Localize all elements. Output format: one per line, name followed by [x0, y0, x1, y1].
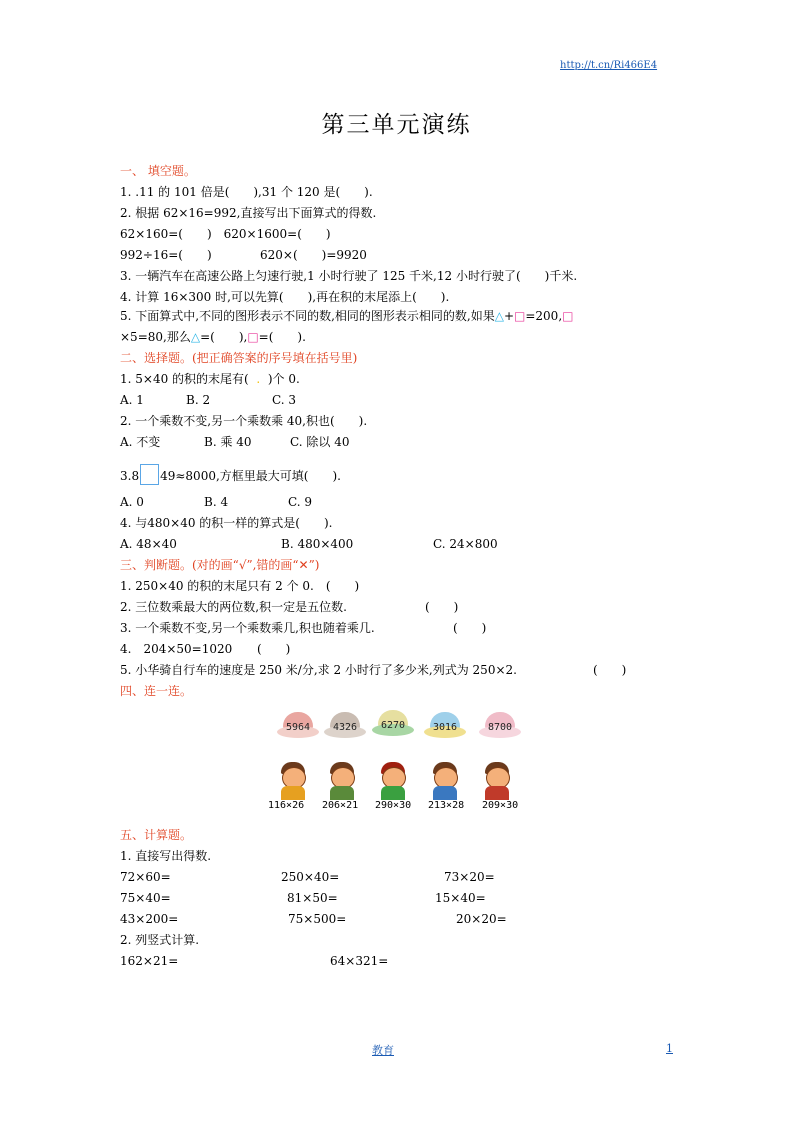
calc-1-2: 250×40= [281, 870, 340, 884]
calc-3-3: 20×20= [456, 912, 507, 926]
question-2-3 [120, 464, 341, 485]
section-heading-multiple-choice: 二、选择题。(把正确答案的序号填在括号里) [120, 351, 358, 365]
square-symbol-2: □ [562, 309, 574, 323]
option-2-4-b: B. 480×400 [281, 537, 354, 551]
section-heading-true-false: 三、判断题。(对的画“√”,错的画“✕”) [120, 558, 320, 572]
calc-1-3: 73×20= [444, 870, 495, 884]
calc-part-1-title: 1. 直接写出得数. [120, 849, 212, 863]
triangle-symbol: △ [494, 309, 504, 323]
calc-2-1: 75×40= [120, 891, 171, 905]
hat-5-number: 8700 [487, 722, 513, 733]
equals-200: =200, [525, 309, 563, 323]
q2-1-text: 1. 5×40 的积的末尾有( [120, 372, 249, 386]
kid-2 [327, 762, 357, 800]
question-1-4: 4. 计算 16×300 时,可以先算( ),再在积的末尾添上( ). [120, 290, 450, 304]
question-3-3: 3. 一个乘数不变,另一个乘数乘几,积也随着乘几. [120, 621, 375, 635]
kid-5-expression: 209×30 [482, 800, 519, 811]
answer-bracket-3-4: ( ) [257, 642, 291, 656]
hat-3-number: 6270 [380, 720, 406, 731]
header-link[interactable]: http://t.cn/Ri466E4 [560, 60, 658, 71]
q2-3-text-2: 49≈8000,方框里最大可填( ). [160, 469, 341, 483]
option-2-1-a: A. 1 [120, 393, 144, 407]
hat-1-number: 5964 [285, 722, 311, 733]
kid-4-expression: 213×28 [428, 800, 465, 811]
kid-1 [278, 762, 308, 800]
page-title: 第三单元演练 [321, 112, 472, 138]
answer-bracket-3-5: ( ) [593, 663, 627, 677]
question-1-2: 2. 根据 62×16=992,直接写出下面算式的得数. [120, 206, 377, 220]
kid-5 [482, 762, 512, 800]
hat-3 [372, 710, 414, 744]
hat-1 [277, 712, 319, 746]
option-2-2-c: C. 除以 40 [290, 435, 350, 449]
question-1-3: 3. 一辆汽车在高速公路上匀速行驶,1 小时行驶了 125 千米,12 小时行驶了( )千米. [120, 269, 578, 283]
footer-link[interactable]: 教育 [372, 1044, 394, 1057]
kid-3 [378, 762, 408, 800]
question-2-2: 2. 一个乘数不变,另一个乘数乘 40,积也( ). [120, 414, 368, 428]
hat-4-number: 3016 [432, 722, 458, 733]
q2-1-text-2: )个 0. [267, 372, 300, 386]
q5-text: 5. 下面算式中,不同的图形表示不同的数,相同的图形表示相同的数,如果 [120, 309, 495, 323]
hat-4 [424, 712, 466, 746]
question-3-4: 4. 204×50=1020 [120, 642, 233, 656]
hat-2 [324, 712, 366, 746]
q5-blank-1: =( ), [200, 330, 248, 344]
option-2-4-a: A. 48×40 [120, 537, 177, 551]
option-2-1-c: C. 3 [272, 393, 297, 407]
hat-5 [479, 712, 521, 746]
option-2-3-c: C. 9 [288, 495, 313, 509]
question-3-2: 2. 三位数乘最大的两位数,积一定是五位数. [120, 600, 347, 614]
vertical-calc-1: 162×21= [120, 954, 179, 968]
question-1-1: 1. .11 的 101 倍是( ),31 个 120 是( ). [120, 185, 373, 199]
question-1-2a: 62×160=( ) 620×1600=( ) [120, 227, 331, 241]
section-heading-fill-blanks: 一、 填空题。 [120, 164, 196, 178]
triangle-symbol-3: △ [190, 330, 201, 344]
option-2-2-a: A. 不变 [120, 435, 161, 449]
question-1-2b1: 992÷16=( ) [120, 248, 212, 262]
q5-blank-2: =( ). [258, 330, 306, 344]
kid-4 [430, 762, 460, 800]
option-2-4-c: C. 24×800 [433, 537, 498, 551]
vertical-calc-2: 64×321= [330, 954, 389, 968]
calc-2-3: 15×40= [435, 891, 486, 905]
hat-2-number: 4326 [332, 722, 358, 733]
square-symbol-3: □ [247, 330, 259, 344]
question-2-4: 4. 与480×40 的积一样的算式是( ). [120, 516, 333, 530]
plus-symbol: + [503, 309, 515, 323]
question-3-5: 5. 小华骑自行车的速度是 250 米/分,求 2 小时行了多少米,列式为 250×2. [120, 663, 517, 677]
option-2-2-b: B. 乘 40 [204, 435, 252, 449]
calc-part-2-title: 2. 列竖式计算. [120, 933, 200, 947]
section-heading-matching: 四、连一连。 [120, 684, 193, 698]
calc-2-2: 81×50= [287, 891, 338, 905]
answer-bracket-3-3: ( ) [453, 621, 487, 635]
option-2-3-a: A. 0 [120, 495, 144, 509]
calc-1-1: 72×60= [120, 870, 171, 884]
question-1-5-line2 [120, 329, 306, 345]
q2-3-text: 3.8 [120, 469, 140, 483]
kid-1-expression: 116×26 [268, 800, 305, 811]
option-2-1-b: B. 2 [186, 393, 211, 407]
question-1-2b2: 620×( )=9920 [260, 248, 367, 262]
question-1-5-line1 [120, 308, 573, 324]
question-3-1: 1. 250×40 的积的末尾只有 2 个 0. ( ) [120, 579, 360, 593]
calc-3-2: 75×500= [288, 912, 347, 926]
calc-3-1: 43×200= [120, 912, 179, 926]
q5-text-2: ×5=80,那么 [120, 330, 191, 344]
digit-box [140, 464, 159, 485]
answer-bracket-3-2: ( ) [425, 600, 459, 614]
square-symbol: □ [514, 309, 526, 323]
section-heading-calculation: 五、计算题。 [120, 828, 193, 842]
page-number: 1 [666, 1042, 673, 1055]
blank-dot: . [256, 372, 261, 386]
question-2-1 [120, 371, 300, 387]
kid-3-expression: 290×30 [375, 800, 412, 811]
kid-2-expression: 206×21 [322, 800, 359, 811]
option-2-3-b: B. 4 [204, 495, 229, 509]
